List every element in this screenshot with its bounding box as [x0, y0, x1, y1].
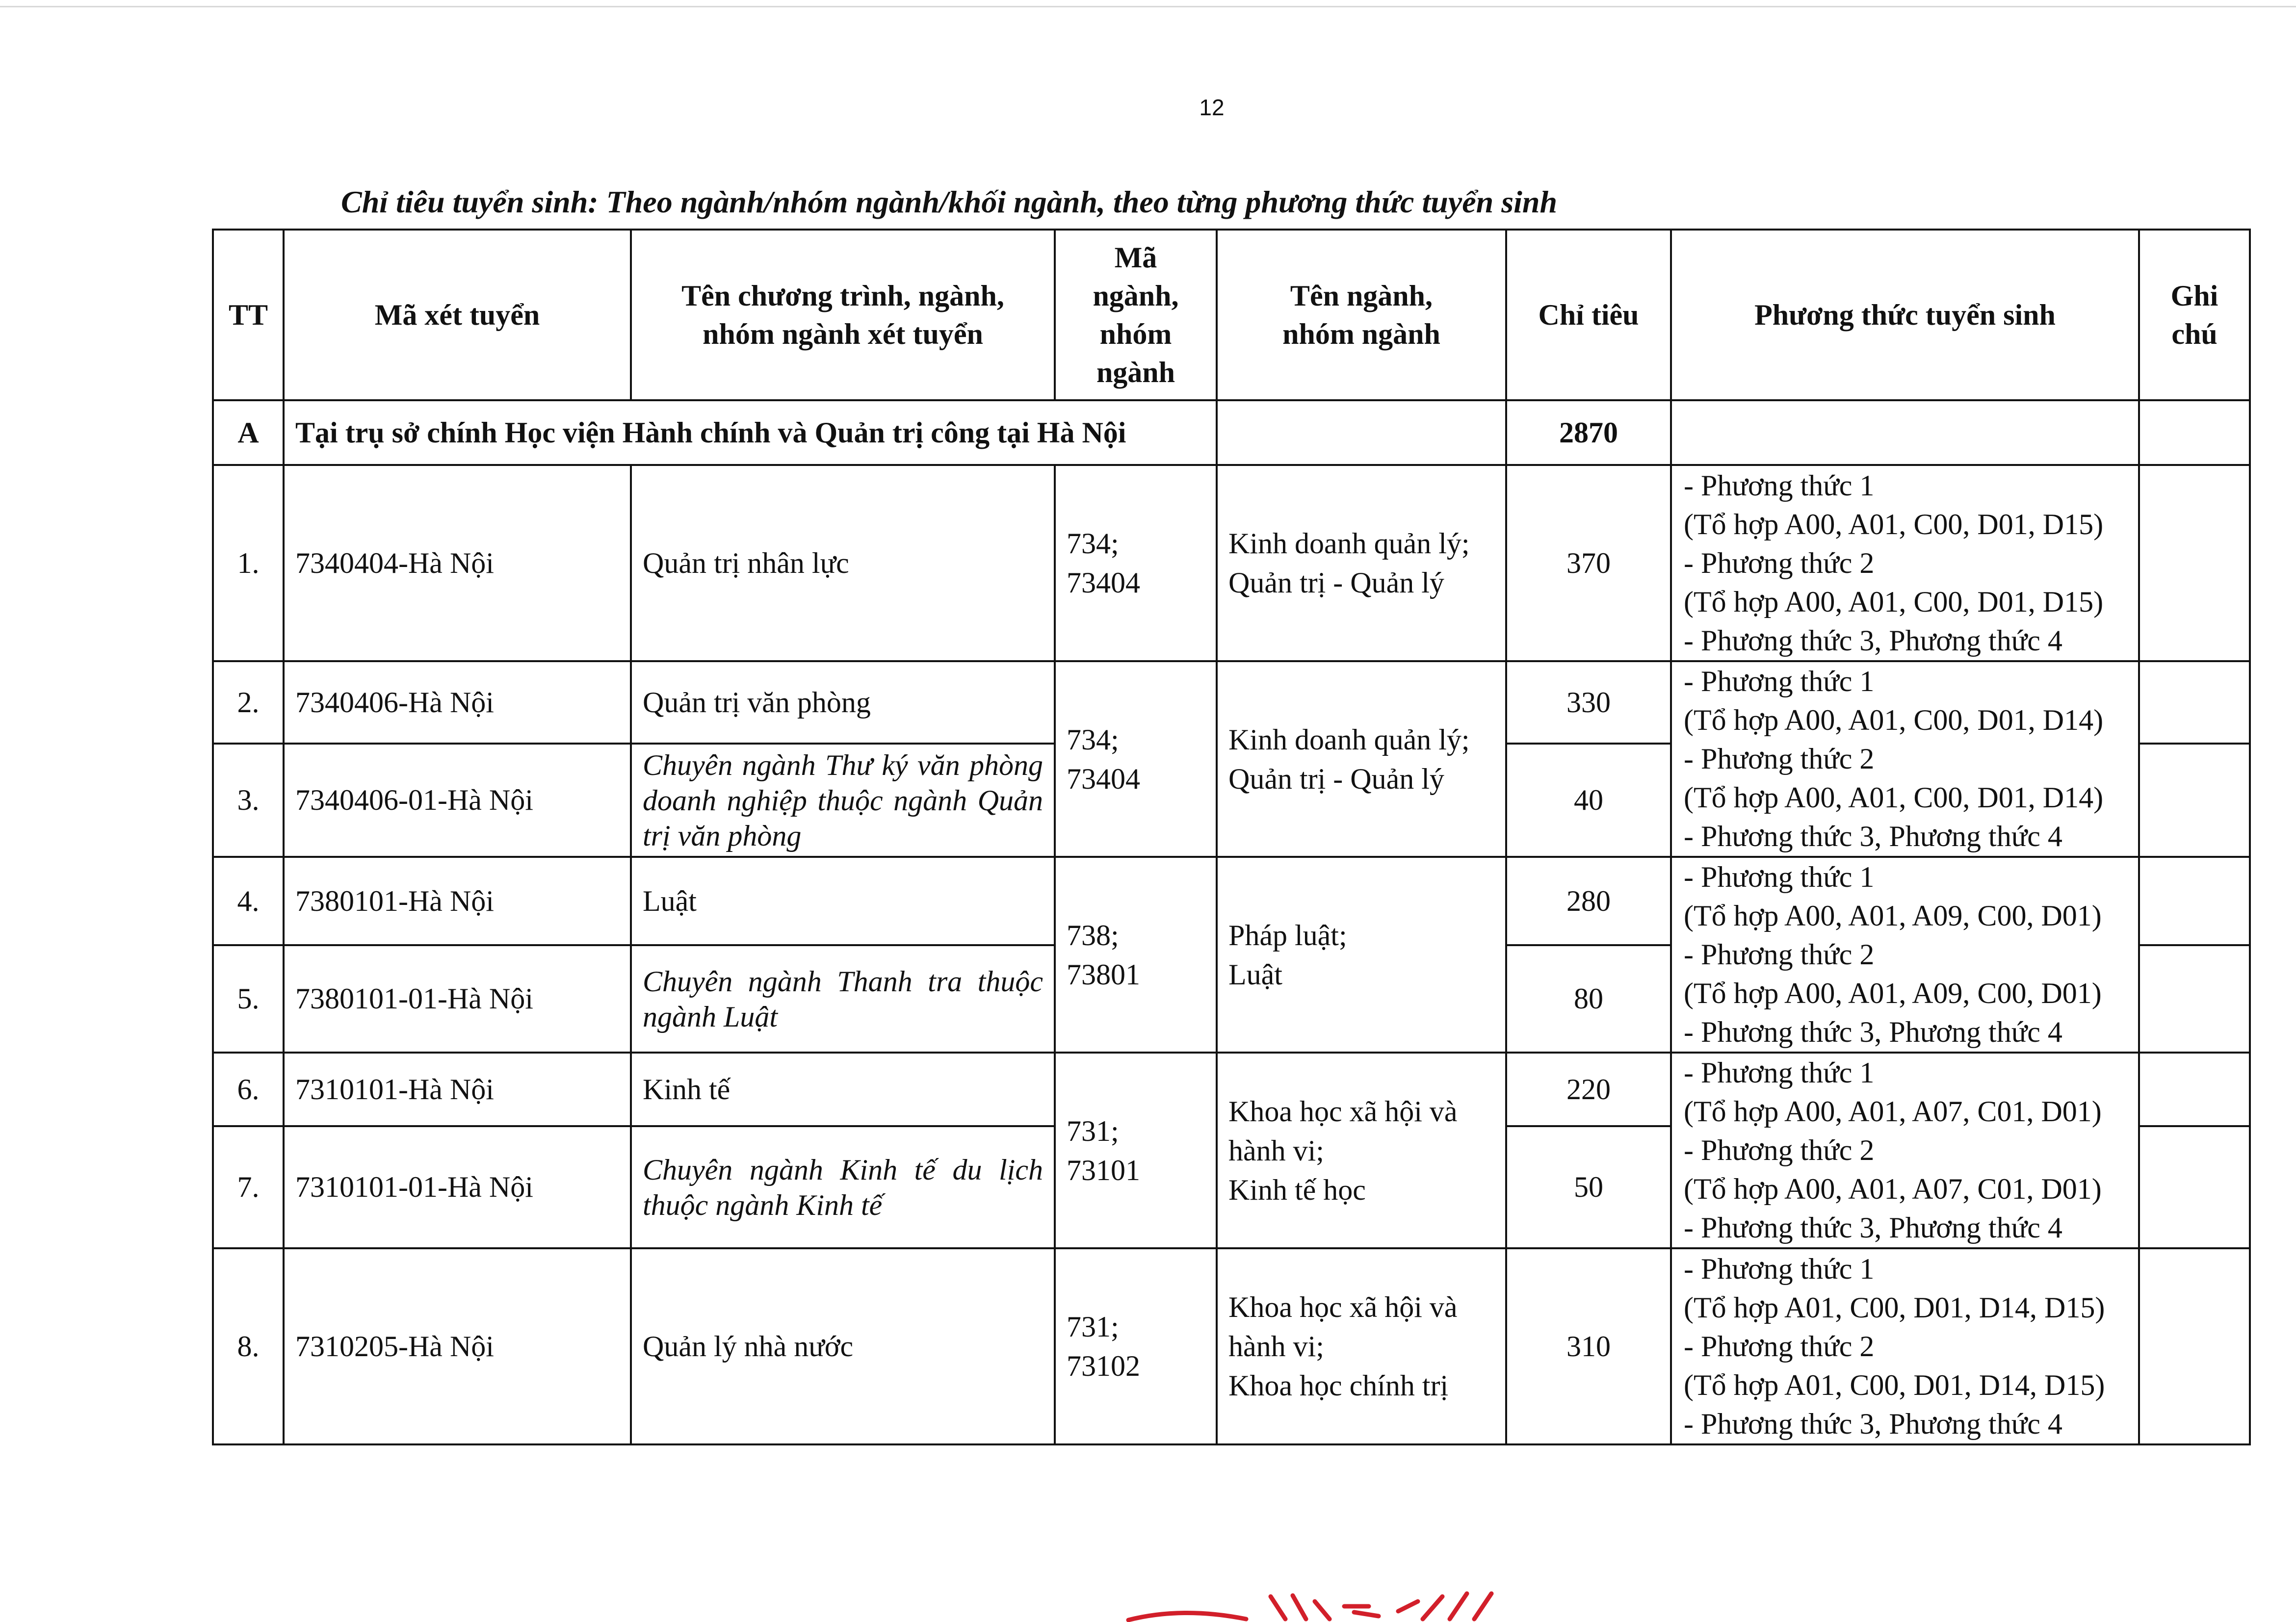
row-ghi-chu [2139, 945, 2250, 1053]
row-tt: 8. [213, 1248, 284, 1444]
row-ten-nganh: Khoa học xã hội và hành vi; Khoa học chính trị [1217, 1248, 1506, 1444]
row-ten-nganh: Pháp luật; Luật [1217, 857, 1506, 1053]
row-phuong-thuc: - Phương thức 1 (Tổ hợp A00, A01, A09, C00, D01) - Phương thức 2 (Tổ hợp A00, A01, A09, C00, D01) - Phương thức 3, Phương thức 4 [1671, 857, 2139, 1053]
row-chi-tieu: 80 [1506, 945, 1671, 1053]
section-empty-cell [2139, 400, 2250, 465]
row-ten-chuong-trinh: Quản trị nhân lực [631, 465, 1055, 661]
row-ten-chuong-trinh: Kinh tế [631, 1053, 1055, 1126]
top-rule [0, 6, 2296, 7]
section-title: Tại trụ sở chính Học viện Hành chính và Quản trị công tại Hà Nội [284, 400, 1217, 465]
row-ma-xet-tuyen: 7310205-Hà Nội [284, 1248, 631, 1444]
row-ma-xet-tuyen: 7340406-Hà Nội [284, 661, 631, 744]
row-ma-nganh: 734; 73404 [1055, 465, 1217, 661]
table-row [213, 465, 2250, 661]
row-ten-nganh: Kinh doanh quản lý; Quản trị - Quản lý [1217, 661, 1506, 857]
row-chi-tieu: 310 [1506, 1248, 1671, 1444]
row-phuong-thuc: - Phương thức 1 (Tổ hợp A00, A01, A07, C01, D01) - Phương thức 2 (Tổ hợp A00, A01, A07, C01, D01) - Phương thức 3, Phương thức 4 [1671, 1053, 2139, 1248]
header-ma-nganh: Mã ngành, nhóm ngành [1055, 230, 1217, 400]
header-ghi-chu: Ghi chú [2139, 230, 2250, 400]
row-chi-tieu: 370 [1506, 465, 1671, 661]
row-tt: 7. [213, 1126, 284, 1248]
row-chi-tieu: 280 [1506, 857, 1671, 945]
section-empty-cell [1217, 400, 1506, 465]
document-heading: Chỉ tiêu tuyển sinh: Theo ngành/nhóm ngành/khối ngành, theo từng phương thức tuyển sinh [341, 184, 1558, 219]
row-phuong-thuc: - Phương thức 1 (Tổ hợp A01, C00, D01, D14, D15) - Phương thức 2 (Tổ hợp A01, C00, D01, D14, D15) - Phương thức 3, Phương thức 4 [1671, 1248, 2139, 1444]
header-ma-xet-tuyen: Mã xét tuyển [284, 230, 631, 400]
row-phuong-thuc: - Phương thức 1 (Tổ hợp A00, A01, C00, D01, D14) - Phương thức 2 (Tổ hợp A00, A01, C00, D01, D14) - Phương thức 3, Phương thức 4 [1671, 661, 2139, 857]
section-total: 2870 [1506, 400, 1671, 465]
table-row [213, 857, 2250, 945]
section-code: A [213, 400, 284, 465]
header-phuong-thuc: Phương thức tuyển sinh [1671, 230, 2139, 400]
row-tt: 5. [213, 945, 284, 1053]
table-row [213, 1053, 2250, 1126]
row-chi-tieu: 220 [1506, 1053, 1671, 1126]
row-ten-nganh: Khoa học xã hội và hành vi; Kinh tế học [1217, 1053, 1506, 1248]
row-ghi-chu [2139, 661, 2250, 744]
row-ma-xet-tuyen: 7310101-01-Hà Nội [284, 1126, 631, 1248]
row-ma-xet-tuyen: 7340404-Hà Nội [284, 465, 631, 661]
row-ma-nganh: 731; 73101 [1055, 1053, 1217, 1248]
table-header-row [213, 230, 2250, 400]
row-ten-chuong-trinh: Luật [631, 857, 1055, 945]
row-ma-xet-tuyen: 7310101-Hà Nội [284, 1053, 631, 1126]
row-ghi-chu [2139, 465, 2250, 661]
row-ma-nganh: 738; 73801 [1055, 857, 1217, 1053]
row-chi-tieu: 40 [1506, 744, 1671, 857]
row-ma-nganh: 731; 73102 [1055, 1248, 1217, 1444]
row-tt: 2. [213, 661, 284, 744]
row-ma-nganh: 734; 73404 [1055, 661, 1217, 857]
section-row [213, 400, 2250, 465]
table-row [213, 661, 2250, 744]
row-ghi-chu [2139, 744, 2250, 857]
row-phuong-thuc: - Phương thức 1 (Tổ hợp A00, A01, C00, D01, D15) - Phương thức 2 (Tổ hợp A00, A01, C00, D01, D15) - Phương thức 3, Phương thức 4 [1671, 465, 2139, 661]
header-ten-nganh: Tên ngành, nhóm ngành [1217, 230, 1506, 400]
header-ten-chuong-trinh: Tên chương trình, ngành, nhóm ngành xét tuyển [631, 230, 1055, 400]
row-chi-tieu: 330 [1506, 661, 1671, 744]
row-ten-chuong-trinh: Chuyên ngành Kinh tế du lịch thuộc ngành Kinh tế [631, 1126, 1055, 1248]
admission-quota-table [212, 229, 2251, 1445]
row-ghi-chu [2139, 1053, 2250, 1126]
row-tt: 6. [213, 1053, 284, 1126]
row-chi-tieu: 50 [1506, 1126, 1671, 1248]
header-tt: TT [213, 230, 284, 400]
red-stamp-fragment [1123, 1587, 1506, 1622]
row-tt: 3. [213, 744, 284, 857]
header-chi-tieu: Chỉ tiêu [1506, 230, 1671, 400]
row-ghi-chu [2139, 1126, 2250, 1248]
row-ma-xet-tuyen: 7340406-01-Hà Nội [284, 744, 631, 857]
row-ten-chuong-trinh: Chuyên ngành Thư ký văn phòng doanh nghiệp thuộc ngành Quản trị văn phòng [631, 744, 1055, 857]
row-ghi-chu [2139, 1248, 2250, 1444]
row-ten-chuong-trinh: Quản trị văn phòng [631, 661, 1055, 744]
section-empty-cell [1671, 400, 2139, 465]
table-row [213, 1248, 2250, 1444]
row-ma-xet-tuyen: 7380101-01-Hà Nội [284, 945, 631, 1053]
row-ten-nganh: Kinh doanh quản lý; Quản trị - Quản lý [1217, 465, 1506, 661]
row-tt: 1. [213, 465, 284, 661]
page-number: 12 [1199, 95, 1225, 120]
row-ghi-chu [2139, 857, 2250, 945]
row-ten-chuong-trinh: Quản lý nhà nước [631, 1248, 1055, 1444]
row-ten-chuong-trinh: Chuyên ngành Thanh tra thuộc ngành Luật [631, 945, 1055, 1053]
row-ma-xet-tuyen: 7380101-Hà Nội [284, 857, 631, 945]
row-tt: 4. [213, 857, 284, 945]
